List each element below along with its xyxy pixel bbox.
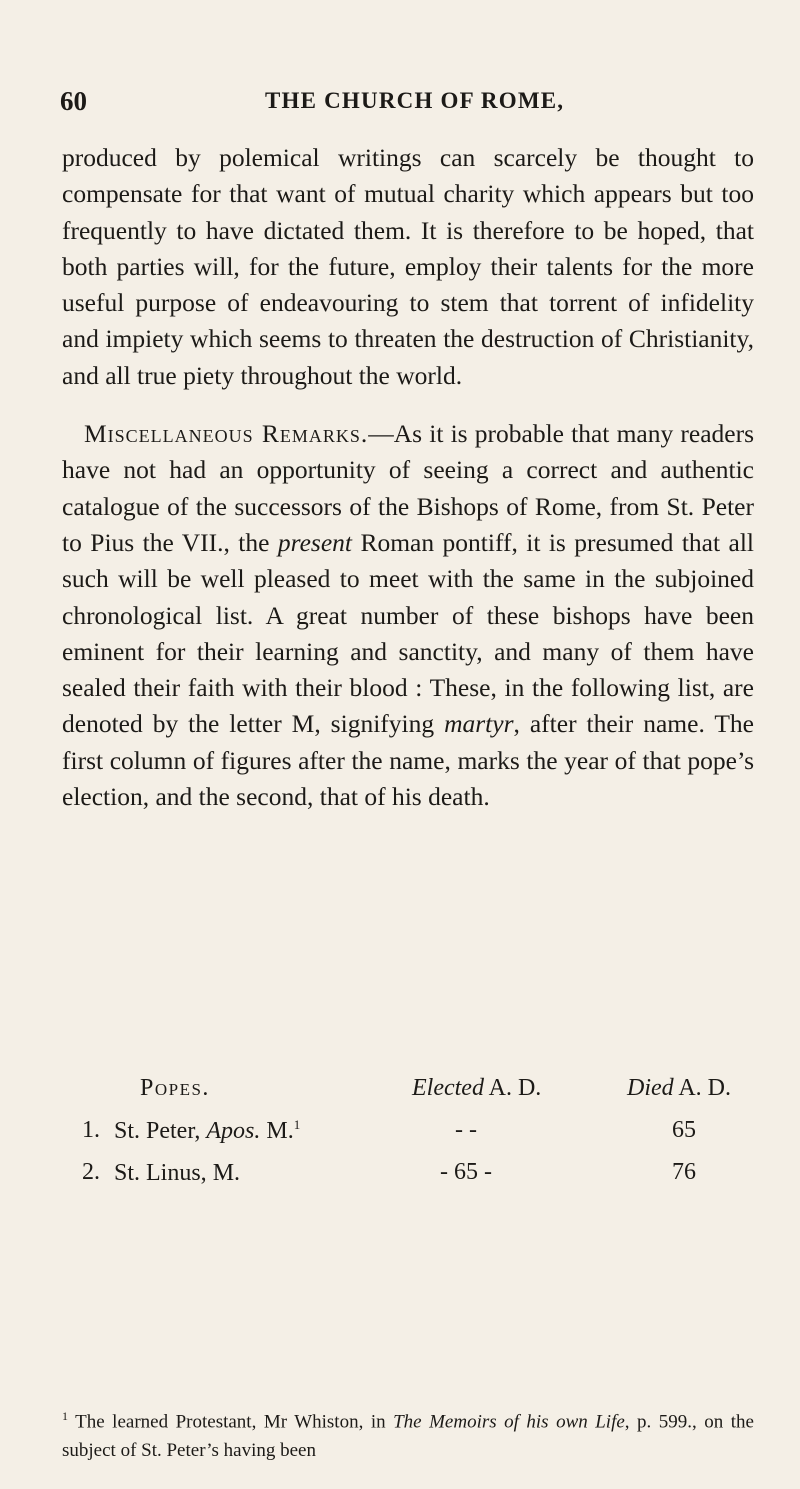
pope-name: St. Linus, M. (114, 1160, 241, 1186)
row-number: 1. (82, 1117, 100, 1143)
footnote: $^1$ The learned Protestant, Mr Whiston, in The Memoirs of his own Life, p. 599., on the subject of St. Peter’s having been (62, 1409, 754, 1462)
died-year: 76 (672, 1159, 696, 1185)
paragraph (62, 140, 754, 394)
table-header (82, 1075, 754, 1109)
running-title: THE CHURCH OF ROME, (265, 88, 565, 113)
emphasis: martyr (444, 709, 514, 739)
emphasis: present (277, 527, 353, 557)
table-row (82, 1159, 754, 1193)
paragraph-text: —As it is probable that many readers have not had an opportunity of seeing a correct and authentic catalogue of the successors of the Bishops of Rome, from St. Peter to Pius the VII., the (62, 419, 754, 557)
paragraph-text: Roman pontiff, it is presumed that all such will be well pleased to meet with the same in the subjoined chronological list. A great number of these bishops have been eminent for their learning and sanctity, and many of them have sealed their faith with their blood : These, in the following list, are denoted by the letter M, signifying (62, 527, 754, 739)
elected-year: - - (455, 1117, 477, 1143)
header-elected: Elected A. D. (412, 1075, 542, 1101)
paragraph (62, 416, 754, 815)
running-head (60, 86, 760, 120)
header-popes: Popes. (140, 1075, 210, 1101)
pope-name: St. Peter, Apos. M.$^1$ (114, 1117, 301, 1144)
header-died: Died A. D. (627, 1075, 731, 1101)
section-heading: Miscellaneous Remarks. (84, 419, 369, 449)
died-year: 65 (672, 1117, 696, 1143)
body-text (62, 140, 754, 815)
row-number: 2. (82, 1159, 100, 1185)
paragraph-text: , after their name. The first column of figures after the name, marks the year of that pope’s election, and the second, that of his death. (62, 709, 754, 812)
footnote-mark: 1 (62, 1409, 68, 1423)
elected-year: - 65 - (440, 1159, 492, 1185)
popes-table (82, 1075, 754, 1193)
footnote-mark: 1 (293, 1117, 301, 1132)
table-row (82, 1117, 754, 1151)
book-title: The Memoirs of his own Life (393, 1411, 625, 1433)
paragraph-text: produced by polemical writings can scarcely be thought to compensate for that want of mutual charity which appears but too frequently to have dictated them. It is therefore to be hoped, that both parties will, for the future, employ their talents for the more useful purpose of endeavouring to stem that torrent of infidelity and impiety which seems to threaten the destruction of Christianity, and all true piety throughout the world. (62, 143, 754, 390)
page-number: 60 (60, 86, 87, 116)
